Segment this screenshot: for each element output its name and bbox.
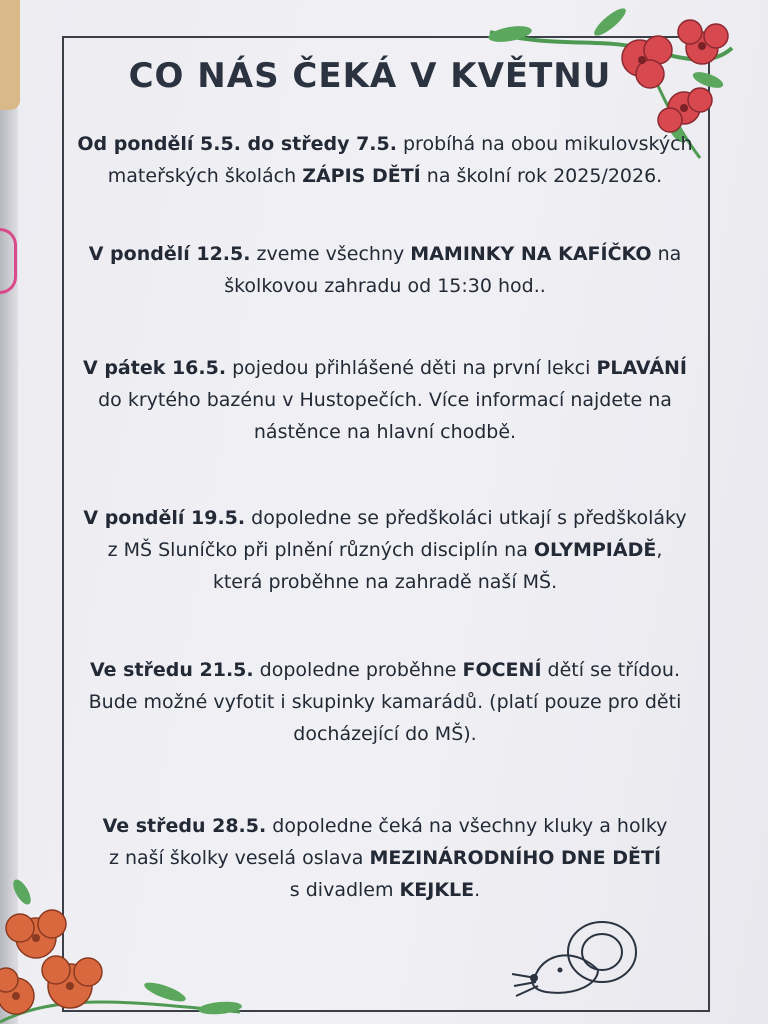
paragraph-plavani	[40, 352, 730, 448]
left-ribbon-decoration	[0, 228, 17, 294]
text: z MŠ Sluníčko při plnění různých disciplín na	[107, 539, 534, 561]
text: probíhá na obou mikulovských	[396, 133, 693, 155]
bold-text: OLYMPIÁDĚ	[533, 539, 657, 561]
text-line	[40, 566, 730, 598]
text: pojedou přihlášené děti na první lekci	[226, 357, 597, 379]
text-line	[40, 352, 730, 384]
bold-text: V pondělí 12.5.	[88, 243, 251, 265]
text: na školní rok 2025/2026.	[420, 165, 663, 187]
text: s divadlem	[289, 879, 400, 901]
text: na	[651, 243, 682, 265]
paragraph-zapis	[40, 128, 730, 192]
bold-text: ZÁPIS DĚTÍ	[302, 165, 421, 187]
booklet-tab	[0, 0, 20, 110]
text: .	[474, 879, 481, 901]
bold-text: Od pondělí 5.5.	[77, 133, 241, 155]
text-line	[40, 502, 730, 534]
booklet-edge	[0, 0, 18, 1024]
paragraph-maminky	[40, 238, 730, 302]
bold-text: Ve středu 28.5.	[102, 815, 267, 837]
bold-text: PLAVÁNÍ	[596, 357, 687, 379]
text: z naší školky veselá oslava	[108, 847, 370, 869]
text: ,	[656, 539, 663, 561]
text-line	[40, 842, 730, 874]
text: nástěnce na hlavní chodbě.	[253, 421, 517, 443]
bold-text: KEJKLE	[399, 879, 475, 901]
text: dětí se třídou.	[541, 659, 681, 681]
bold-text: do středy 7.5.	[240, 133, 397, 155]
text-line	[40, 384, 730, 416]
text: Bude možné vyfotit i skupinky kamarádů. (platí pouze pro děti	[88, 691, 682, 713]
bold-text: V pondělí 19.5.	[83, 507, 246, 529]
text: dopoledne se předškoláci utkají s předškoláky	[245, 507, 687, 529]
bold-text: MAMINKY NA KAFÍČKO	[410, 243, 652, 265]
paragraph-foceni	[40, 654, 730, 750]
page-title: CO NÁS ČEKÁ V KVĚTNU	[128, 56, 612, 96]
text-line	[40, 160, 730, 192]
text: mateřských školách	[107, 165, 303, 187]
text-line	[40, 270, 730, 302]
text: školkovou zahradu od 15:30 hod..	[224, 275, 546, 297]
text-line	[40, 686, 730, 718]
text: dopoledne proběhne	[253, 659, 463, 681]
text: do krytého bazénu v Hustopečích. Více informací najdete na	[98, 389, 672, 411]
bold-text: FOCENÍ	[462, 659, 542, 681]
mouse-drawing-icon	[506, 912, 646, 1004]
text-line	[40, 534, 730, 566]
text-line	[40, 128, 730, 160]
text: dopoledne čeká na všechny kluky a holky	[266, 815, 668, 837]
text: zveme všechny	[250, 243, 411, 265]
bold-text: V pátek 16.5.	[83, 357, 227, 379]
text: docházející do MŠ).	[293, 723, 477, 745]
flower-cluster-icon	[0, 872, 260, 1024]
text-line	[40, 810, 730, 842]
bold-text: Ve středu 21.5.	[89, 659, 254, 681]
text-line	[40, 718, 730, 750]
text-line	[40, 238, 730, 270]
text: která proběhne na zahradě naší MŠ.	[212, 571, 558, 593]
paragraph-olympiada	[40, 502, 730, 598]
bold-text: MEZINÁRODNÍHO DNE DĚTÍ	[369, 847, 662, 869]
text-line	[40, 416, 730, 448]
text-line	[40, 654, 730, 686]
